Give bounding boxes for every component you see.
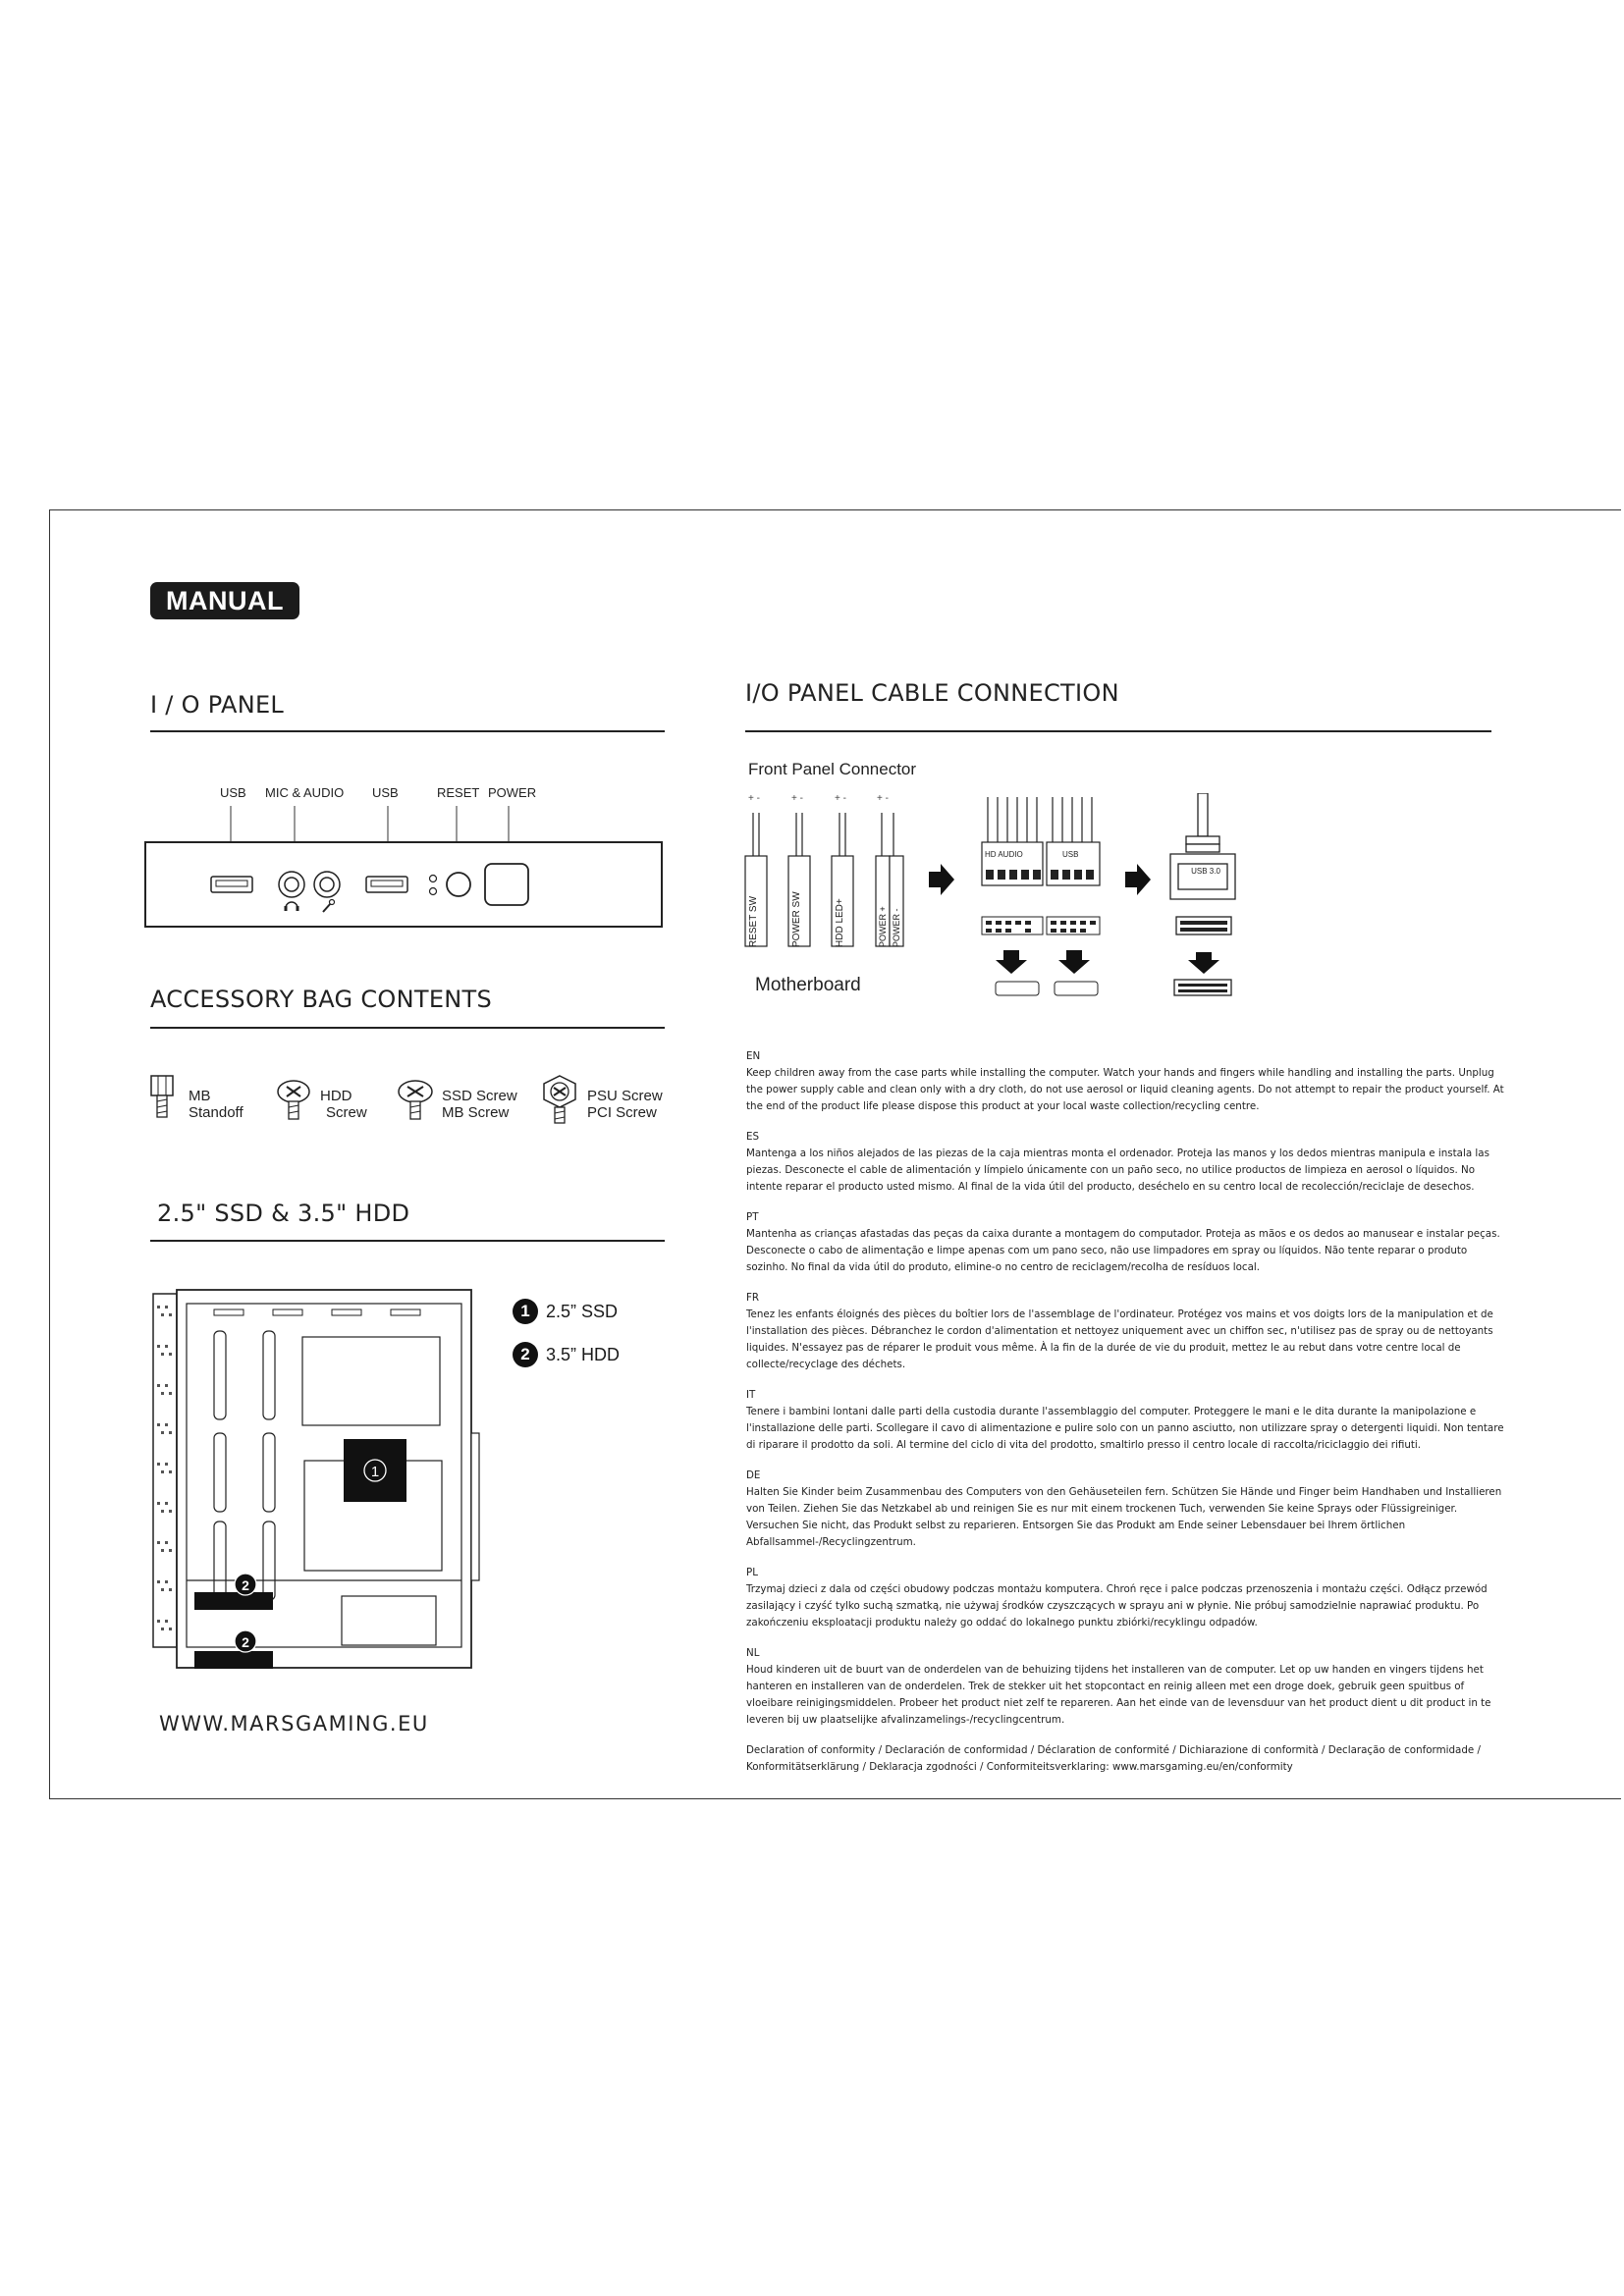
ssd-marker-number: 1	[370, 1464, 380, 1480]
accessory-item-hdd-screw: HDD Screw	[320, 1088, 367, 1121]
io-label-usb-2: USB	[372, 785, 399, 800]
io-label-reset: RESET	[437, 785, 480, 800]
case-drive-diagram	[147, 1286, 481, 1688]
reset-button-icon	[447, 873, 470, 896]
lang-code-nl: NL	[746, 1647, 760, 1659]
lang-code-pt: PT	[746, 1211, 759, 1223]
lang-body-fr: Tenez les enfants éloignés des pièces du boîtier lors de l'assemblage de l'ordinateur. Protégez vos mains et vos doigts lors de la manipulation et de l'installation des pièces. Débranchez le cordon d'alimentation et nettoyez uniquement avec un chiffon sec, n'utilisez pas de spray ou de nettoyants liquides. N'essayez pas de réparer le produit vous même. À la fin de la durée de vie du produit, mettez le au rebut dans votre centre local de collecte/recyclage des déchets.	[746, 1308, 1493, 1370]
arrow-down-icon	[996, 950, 1027, 974]
io-panel-rule	[150, 730, 665, 732]
accessory-title: ACCESSORY BAG CONTENTS	[150, 986, 493, 1013]
cable-subtitle: Front Panel Connector	[748, 760, 917, 778]
arrow-right-icon	[929, 864, 954, 895]
lang-code-pl: PL	[746, 1567, 758, 1578]
hdd-position-marker-1	[194, 1592, 273, 1610]
block-label-usb3: USB 3.0	[1191, 867, 1220, 876]
lang-body-es: Mantenga a los niños alejados de las piezas de la caja mientras monta el ordenador. Proteja las manos y los dedos mientras manipula e instala las piezas. Desconecte el cable de alimentación y límpielo únicamente con un paño seco, no utilice productos de limpieza en aerosol o líquidos. No intente reparar el producto usted mismo. Al final de la vida útil del producto, deséchelo en su centro local de recolección/reciclaje de desechos.	[746, 1148, 1489, 1193]
block-label-usb: USB	[1062, 850, 1079, 859]
block-label-hd-audio: HD AUDIO	[985, 850, 1023, 859]
legend-hdd-label: 3.5” HDD	[546, 1344, 621, 1364]
cable-title: I/O PANEL CABLE CONNECTION	[745, 679, 1119, 707]
io-panel-title: I / O PANEL	[150, 691, 285, 719]
website: WWW.MARSGAMING.EU	[159, 1712, 429, 1735]
pin-signs-2: + -	[791, 793, 803, 804]
usb-port-icon	[366, 877, 407, 892]
standoff-icon	[147, 1072, 177, 1123]
accessory-item-ssd-screw: SSD Screw MB Screw	[442, 1088, 517, 1121]
connector-blocks-diagram	[929, 793, 1253, 1009]
lang-code-en: EN	[746, 1050, 761, 1062]
lang-body-de: Halten Sie Kinder beim Zusammenbau des Computers von den Gehäuseteilen fern. Schützen Sie Hände und Finger beim Handhaben und Installieren von Teilen. Ziehen Sie das Netzkabel ab und reinigen Sie es nur mit einem trockenen Tuch, verwenden Sie keine Sprays oder Flüssigreiniger. Versuchen Sie nicht, das Produkt selbst zu reparieren. Entsorgen Sie das Produkt am Ende seiner Lebensdauer bei Ihrem örtlichen Abfallsammel-/Recyclingzentrum.	[746, 1486, 1502, 1548]
accessory-item-psu-screw: PSU Screw PCI Screw	[587, 1088, 663, 1121]
hdd-position-marker-2	[194, 1651, 273, 1669]
manual-badge: MANUAL	[150, 582, 299, 619]
legend-hdd	[513, 1342, 620, 1367]
accessory-rule	[150, 1027, 665, 1029]
lang-body-pl: Trzymaj dzieci z dala od części obudowy podczas montażu komputera. Chroń ręce i palce podczas przenoszenia i montażu części. Odłącz przewód zasilający i czyść tylko suchą szmatką, nie używaj środków czyszczących w sprayu ani w płynie. Nie próbuj samodzielnie naprawiać produktu. Po zakończeniu eksploatacji produktu należy go oddać do lokalnego punktu zbiórki/recyklingu odpadów.	[746, 1583, 1488, 1629]
lang-body-pt: Mantenha as crianças afastadas das peças da caixa durante a montagem do computador. Proteja as mãos e os dedos ao manusear e instalar peças. Desconecte o cabo de alimentação e limpe apenas com um pano seco, não use limpadores em spray ou líquidos. Não tente reparar o produto sozinho. No final da vida útil do produto, elimine-o no centro de reciclagem/recolha de resíduos local.	[746, 1228, 1500, 1273]
io-label-mic-audio: MIC & AUDIO	[265, 785, 345, 800]
drives-title: 2.5" SSD & 3.5" HDD	[157, 1200, 410, 1227]
lang-body-nl: Houd kinderen uit de buurt van de onderdelen van de behuizing tijdens het installeren van de computer. Let op uw handen en vingers tijdens het hanteren en installeren van de onderdelen. Trek de stekker uit het stopcontact en reinig alleen met een droge doek, gebruik geen spuitbus of vloeibare reinigingsmiddelen. Probeer het product niet zelf te repareren. Aan het einde van de levensduur van het product dient u dit product in te leveren bij uw plaatselijke afvalinzamelings-/recyclingcentrum.	[746, 1664, 1491, 1726]
cable-rule	[745, 730, 1491, 732]
pin-signs-3: + -	[835, 793, 846, 804]
lang-code-de: DE	[746, 1469, 761, 1481]
legend-hdd-number: 2	[513, 1342, 538, 1367]
arrow-right-icon	[1125, 864, 1151, 895]
psu-screw-icon	[538, 1074, 581, 1127]
lang-body-it: Tenere i bambini lontani dalle parti della custodia durante l'assemblaggio del computer. Proteggere le mani e le dita durante la manipolazione e l'installazione delle parti. Scollegare il cavo di alimentazione e pulire solo con un panno asciutto, non utilizzare spray o detergenti liquidi. Non tentare di riparare il prodotto da soli. Al termine del ciclo di vita del prodotto, smaltirlo presso il centro locale di raccolta/riciclaggio dei rifiuti.	[746, 1406, 1504, 1451]
legend-ssd-number: 1	[513, 1299, 538, 1324]
arrow-down-icon	[1188, 952, 1219, 974]
arrow-down-icon	[1058, 950, 1090, 974]
lang-body-en: Keep children away from the case parts while installing the computer. Watch your hands and fingers while handling and installing the parts. Unplug the power supply cable and clean only with a dry cloth, do not use aerosol or liquid cleaning agents. Do not attempt to repair the product yourself. At the end of the product life please dispose this product at your local waste collection/recycling centre.	[746, 1067, 1504, 1112]
pin-signs-4: + -	[877, 793, 889, 804]
legend-ssd-label: 2.5” SSD	[546, 1301, 619, 1321]
lang-code-fr: FR	[746, 1292, 760, 1304]
legend-ssd	[513, 1299, 618, 1324]
lang-code-it: IT	[746, 1389, 756, 1401]
accessory-item-standoff: MB Standoff	[189, 1088, 244, 1121]
usb-port-icon	[211, 877, 252, 892]
led-icon	[430, 876, 437, 882]
io-label-usb-1: USB	[220, 785, 246, 800]
led-icon	[430, 888, 437, 895]
ssd-screw-icon	[396, 1078, 435, 1125]
hdd-marker-number-2: 2	[242, 1634, 249, 1650]
io-panel-diagram	[137, 803, 677, 940]
safety-texts	[746, 1048, 1510, 1776]
io-label-power: POWER	[488, 785, 537, 800]
pin-signs-1: + -	[748, 793, 760, 804]
lang-code-es: ES	[746, 1131, 760, 1143]
hdd-screw-icon	[275, 1078, 312, 1123]
motherboard-label: Motherboard	[755, 975, 861, 995]
drives-rule	[150, 1240, 665, 1242]
hdd-marker-number-1: 2	[242, 1577, 249, 1593]
declaration-of-conformity: Declaration of conformity / Declaración de conformidad / Déclaration de conformité / Dichiarazione di conformità / Declaração de conformidade / Konformitätserklärung / Deklaracja zgodności / Conformiteitsverklaring: www.marsgaming.eu/en/conformity	[746, 1744, 1481, 1773]
power-button-icon	[485, 864, 528, 905]
